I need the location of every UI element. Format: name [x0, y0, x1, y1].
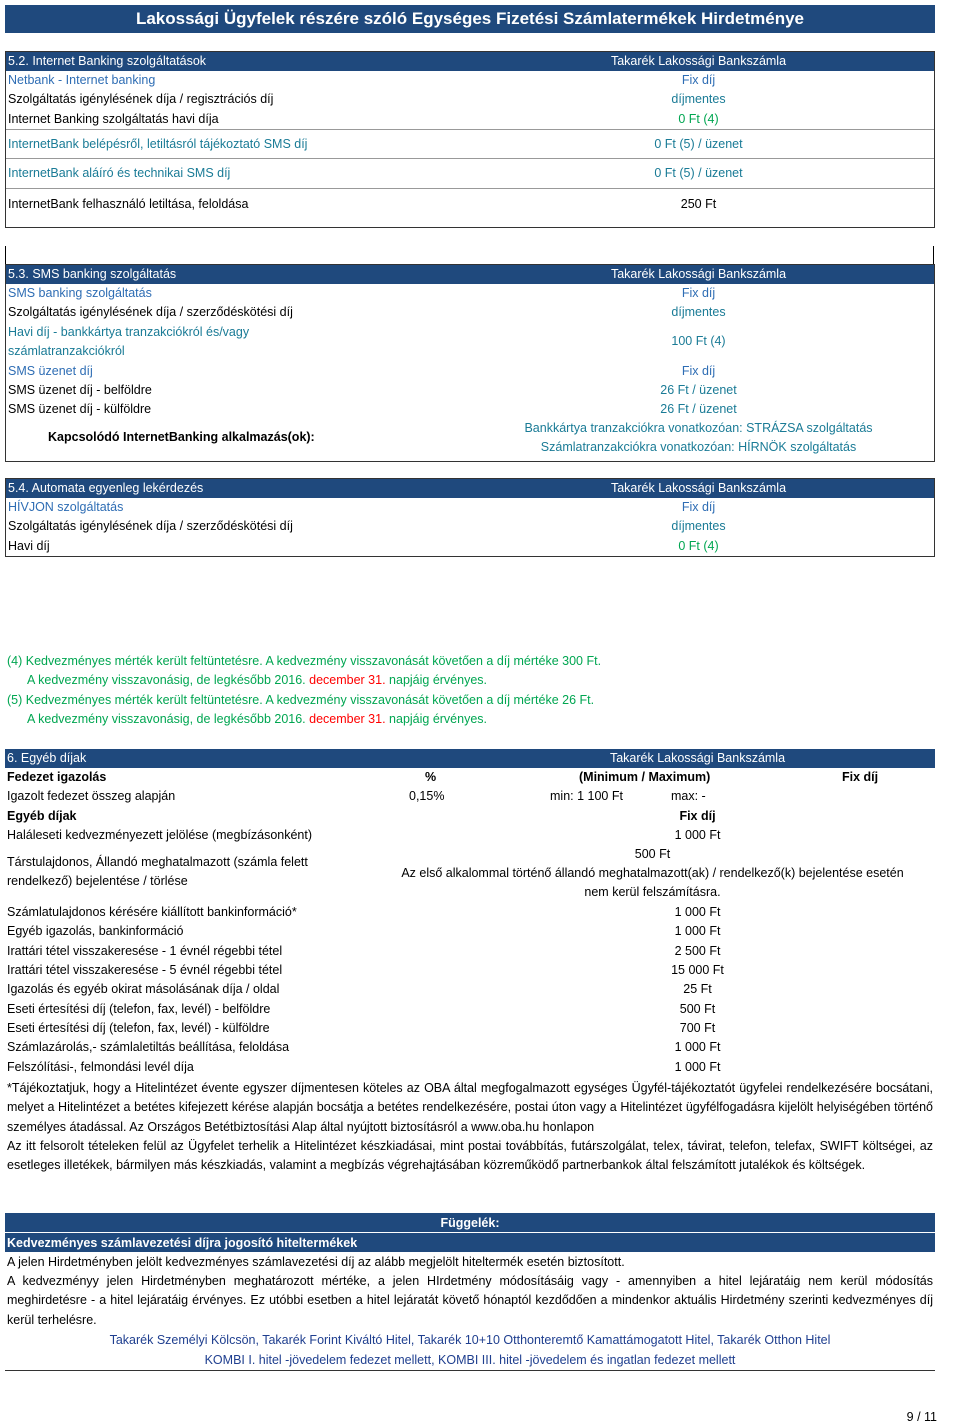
sub-header: Netbank - Internet banking — [8, 73, 156, 87]
footnotes — [7, 652, 601, 729]
section-header-5-3 — [6, 265, 934, 284]
row-value: 0 Ft (5) / üzenet — [654, 165, 743, 180]
row-value: díjmentes — [671, 305, 726, 320]
separator-line — [5, 246, 6, 264]
table-row — [5, 1038, 935, 1057]
section-title: 5.4. Automata egyenleg lekérdezés — [8, 481, 204, 495]
row-label: Felszólítási-, felmondási levél díja — [7, 1059, 194, 1074]
row-label: Szolgáltatás igénylésének díja / szerződéskötési díj — [8, 519, 293, 534]
row-label: Internet Banking szolgáltatás havi díja — [8, 111, 219, 126]
row-label: számlatranzakciókról — [8, 343, 125, 358]
footnote-5-validity — [7, 710, 601, 729]
row-label: Irattári tétel visszakeresése - 5 évnél régebbi tétel — [7, 963, 283, 978]
column-header: % — [425, 770, 437, 784]
row-value: 1 000 Ft — [674, 905, 721, 920]
sub-header: Egyéb díjak — [7, 808, 77, 823]
note-text: A kedvezmény visszavonásig, de legkésőbb 2016. — [27, 673, 310, 688]
loan-products-line: Takarék Személyi Kölcsön, Takarék Forint Kiváltó Hitel, Takarék 10+10 Otthonteremtő Kamattámogatott Hitel, Takarék Otthon Hitel — [109, 1333, 831, 1347]
sub-header: SMS üzenet díj — [8, 363, 93, 378]
row-label: Számlatulajdonos kérésére kiállított bankinformáció* — [7, 905, 297, 920]
row-value: 700 Ft — [679, 1020, 716, 1035]
product-name: Takarék Lakossági Bankszámla — [610, 267, 787, 281]
table-row — [6, 362, 934, 381]
appendix-paragraph: A kedvezményy jelen Hirdetményben meghatározott mértéke, a jelen HIrdetmény módosításáig vagy - amennyiben a hitel lejáratáig nem kerül módosítás meghirdetésre - a hitel lejáratáig érvényes. Ez utóbbi esetben a hitel lejáratát követő hónaptól kezdődően a mindenkor aktuális Hirdetmény szerinti kedvezményes díj kerül terhelésre. — [7, 1274, 933, 1327]
section-header-5-4 — [6, 479, 934, 498]
product-name: Takarék Lakossági Bankszámla — [610, 54, 787, 68]
row-label: rendelkező) bejelentése / törlése — [7, 874, 188, 889]
row-label: Igazolt fedezet összeg alapján — [7, 789, 176, 804]
appendix-subtitle: Kedvezményes számlavezetési díjra jogosító hiteltermékek — [5, 1233, 935, 1252]
section-title: 6. Egyéb díjak — [7, 751, 87, 765]
loan-products-line: KOMBI I. hitel -jövedelem fedezet mellett, KOMBI III. hitel -jövedelem és ingatlan fedezet mellett — [204, 1352, 736, 1367]
row-value: díjmentes — [671, 519, 726, 534]
table-row — [5, 980, 935, 999]
table-row — [5, 807, 935, 826]
other-fees-table — [5, 749, 935, 1078]
loan-product-list — [5, 1331, 935, 1371]
row-value: 100 Ft (4) — [671, 333, 726, 348]
expenses-paragraph: Az itt felsorolt tételeken felül az Ügyfelet terhelik a Hitelintézet készkiadásai, mint postai továbbítás, futárszolgálat, telex, távirat, telefon, telefax, SWIFT költségei, az esetleges illetékek, bármilyen más készkiadás, valamint a megbízás végrehajtásában közreműködő partnerbankok által felszámított jutalékok és költségek. — [7, 1139, 933, 1173]
table-row — [6, 158, 934, 188]
table-row — [6, 90, 934, 109]
row-label: Havi díj — [8, 538, 50, 553]
table-row — [6, 129, 934, 158]
row-value: 0 Ft (5) / üzenet — [654, 136, 743, 151]
row-label: Eseti értesítési díj (telefon, fax, levél) - külföldre — [7, 1020, 270, 1035]
row-value: 26 Ft / üzenet — [660, 402, 737, 417]
section-header-5-2 — [6, 52, 934, 71]
row-max: max: - — [671, 789, 706, 804]
sms-banking-table — [5, 264, 935, 462]
related-app: Bankkártya tranzakciókra vonatkozóan: STRÁZSA szolgáltatás — [524, 421, 873, 436]
table-row — [6, 303, 934, 322]
sub-header: HÍVJON szolgáltatás — [8, 500, 124, 514]
row-label: Igazolás és egyéb okirat másolásának díja / oldal — [7, 982, 280, 997]
table-row — [6, 381, 934, 400]
column-header: (Minimum / Maximum) — [579, 770, 711, 784]
row-label: Társtulajdonos, Állandó meghatalmazott (számla felett — [7, 855, 308, 870]
row-label: Havi díj - bankkártya tranzakciókról és/vagy — [8, 324, 250, 339]
appendix-title: Függelék: — [5, 1213, 935, 1232]
note-text: A kedvezmény visszavonásig, de legkésőbb 2016. — [27, 711, 310, 726]
section-title: 5.2. Internet Banking szolgáltatások — [8, 54, 207, 68]
row-value: 500 Ft — [679, 1001, 716, 1016]
table-row — [5, 903, 935, 922]
row-value: 25 Ft — [683, 982, 712, 997]
fee-rows — [5, 903, 935, 1077]
table-row — [6, 188, 934, 218]
column-header: Fix díj — [842, 770, 879, 784]
row-label: Egyéb igazolás, bankinformáció — [7, 924, 184, 939]
page-number: 9 / 11 — [906, 1410, 937, 1424]
table-row — [5, 922, 935, 941]
footnote-4: (4) Kedvezményes mérték került feltüntetésre. A kedvezmény visszavonását követően a díj mértéke 300 Ft. — [7, 654, 602, 668]
product-name: Takarék Lakossági Bankszámla — [610, 481, 787, 495]
row-value-note: nem kerül felszámításra. — [584, 885, 721, 900]
row-label: SMS üzenet díj - belföldre — [8, 382, 152, 397]
row-label: Irattári tétel visszakeresése - 1 évnél régebbi tétel — [7, 943, 283, 958]
note-date: december 31. — [309, 711, 386, 726]
internet-banking-table — [5, 51, 935, 228]
related-app: Számlatranzakciókra vonatkozóan: HÍRNÖK szolgáltatás — [540, 440, 857, 455]
note-text: napjáig érvényes. — [385, 673, 488, 688]
row-label: InternetBank belépésről, letiltásról tájékoztató SMS díj — [8, 136, 308, 151]
note-text: napjáig érvényes. — [385, 711, 488, 726]
row-label: Eseti értesítési díj (telefon, fax, levél) - belföldre — [7, 1001, 271, 1016]
row-label: SMS üzenet díj - külföldre — [8, 402, 152, 417]
row-value: 15 000 Ft — [671, 963, 724, 978]
appendix-paragraph: A jelen Hirdetményben jelölt kedvezményes számlavezetési díj az alább megjelölt hiteltermék esetén biztosított. — [7, 1255, 625, 1269]
row-value: 26 Ft / üzenet — [660, 382, 737, 397]
sub-header-right: Fix díj — [679, 808, 716, 823]
row-value: 500 Ft — [634, 847, 671, 862]
table-row — [5, 787, 935, 806]
table-row — [5, 845, 935, 903]
row-value: 1 000 Ft — [674, 1059, 721, 1074]
page-banner-title: Lakossági Ügyfelek részére szóló Egységes Fizetési Számlatermékek Hirdetménye — [5, 5, 935, 33]
row-label: Haláleseti kedvezményezett jelölése (megbízásonként) — [7, 827, 313, 842]
table-row — [5, 826, 935, 845]
sub-header-right: Fix díj — [681, 500, 716, 514]
footnote-4-validity — [7, 671, 601, 690]
table-row — [5, 961, 935, 980]
sub-header: SMS banking szolgáltatás — [8, 286, 152, 300]
table-header-row — [5, 768, 935, 787]
table-row — [6, 110, 934, 129]
related-apps-label: Kapcsolódó InternetBanking alkalmazás(ok): — [48, 430, 315, 445]
row-label: InternetBank felhasználó letiltása, feloldása — [8, 196, 249, 211]
row-label: InternetBank aláíró és technikai SMS díj — [8, 165, 231, 180]
product-name: Takarék Lakossági Bankszámla — [609, 751, 786, 765]
table-row — [6, 517, 934, 536]
footnote-5: (5) Kedvezményes mérték került feltüntetésre. A kedvezmény visszavonását követően a díj mértéke 26 Ft. — [7, 692, 595, 707]
note-date: december 31. — [309, 673, 386, 688]
table-row — [6, 400, 934, 419]
table-row — [6, 537, 934, 556]
row-min: min: 1 100 Ft — [550, 789, 623, 804]
row-value: díjmentes — [671, 92, 726, 107]
table-row — [6, 323, 934, 362]
sub-header-right: Fix díj — [681, 363, 716, 378]
row-value: 1 000 Ft — [674, 827, 721, 842]
row-value: 1 000 Ft — [674, 924, 721, 939]
section-header-6 — [5, 749, 935, 768]
balance-query-table — [5, 478, 935, 557]
table-row — [6, 498, 934, 517]
row-label: Szolgáltatás igénylésének díja / szerződéskötési díj — [8, 305, 293, 320]
row-value: 250 Ft — [680, 196, 717, 211]
table-row — [5, 1058, 935, 1077]
table-row — [6, 71, 934, 90]
separator-line — [933, 246, 934, 264]
oba-info-paragraph: *Tájékoztatjuk, hogy a Hitelintézet évente egyszer díjmentesen köteles az OBA által megfogalmazott egységes Ügyfél-tájékoztatót ügyfelei rendelkezésére bocsátani, melyet a Hitelintézet a betétes kifejezett kérése alapján bocsátja a betétes rendelkezésére, postai úton vagy a Hitelintézet ügyfélfogadásra kijelölt helyiségében történő személyes átadással. Az Országos Betétbiztosítási Alap által nyújtott biztosításról a www.oba.hu honlapon — [7, 1081, 933, 1134]
table-row — [6, 284, 934, 303]
column-header: Fedezet igazolás — [7, 770, 107, 784]
row-value-note: Az első alkalommal történő állandó meghatalmazott(ak) / rendelkező(k) bejelentése esetén — [401, 866, 904, 881]
row-label: Szolgáltatás igénylésének díja / regisztrációs díj — [8, 92, 274, 107]
table-row — [5, 1000, 935, 1019]
table-row — [6, 419, 934, 459]
row-label: Számlazárolás,- számlaletiltás beállítása, feloldása — [7, 1040, 290, 1055]
row-value: 0 Ft (4) — [678, 111, 719, 126]
table-row — [5, 942, 935, 961]
row-percent: 0,15% — [409, 789, 445, 804]
row-value: 1 000 Ft — [674, 1040, 721, 1055]
section-title: 5.3. SMS banking szolgáltatás — [8, 267, 177, 281]
sub-header-right: Fix díj — [681, 286, 716, 300]
table-row — [5, 1019, 935, 1038]
row-value: 2 500 Ft — [674, 943, 721, 958]
row-value: 0 Ft (4) — [678, 538, 719, 553]
sub-header-right: Fix díj — [681, 73, 716, 87]
